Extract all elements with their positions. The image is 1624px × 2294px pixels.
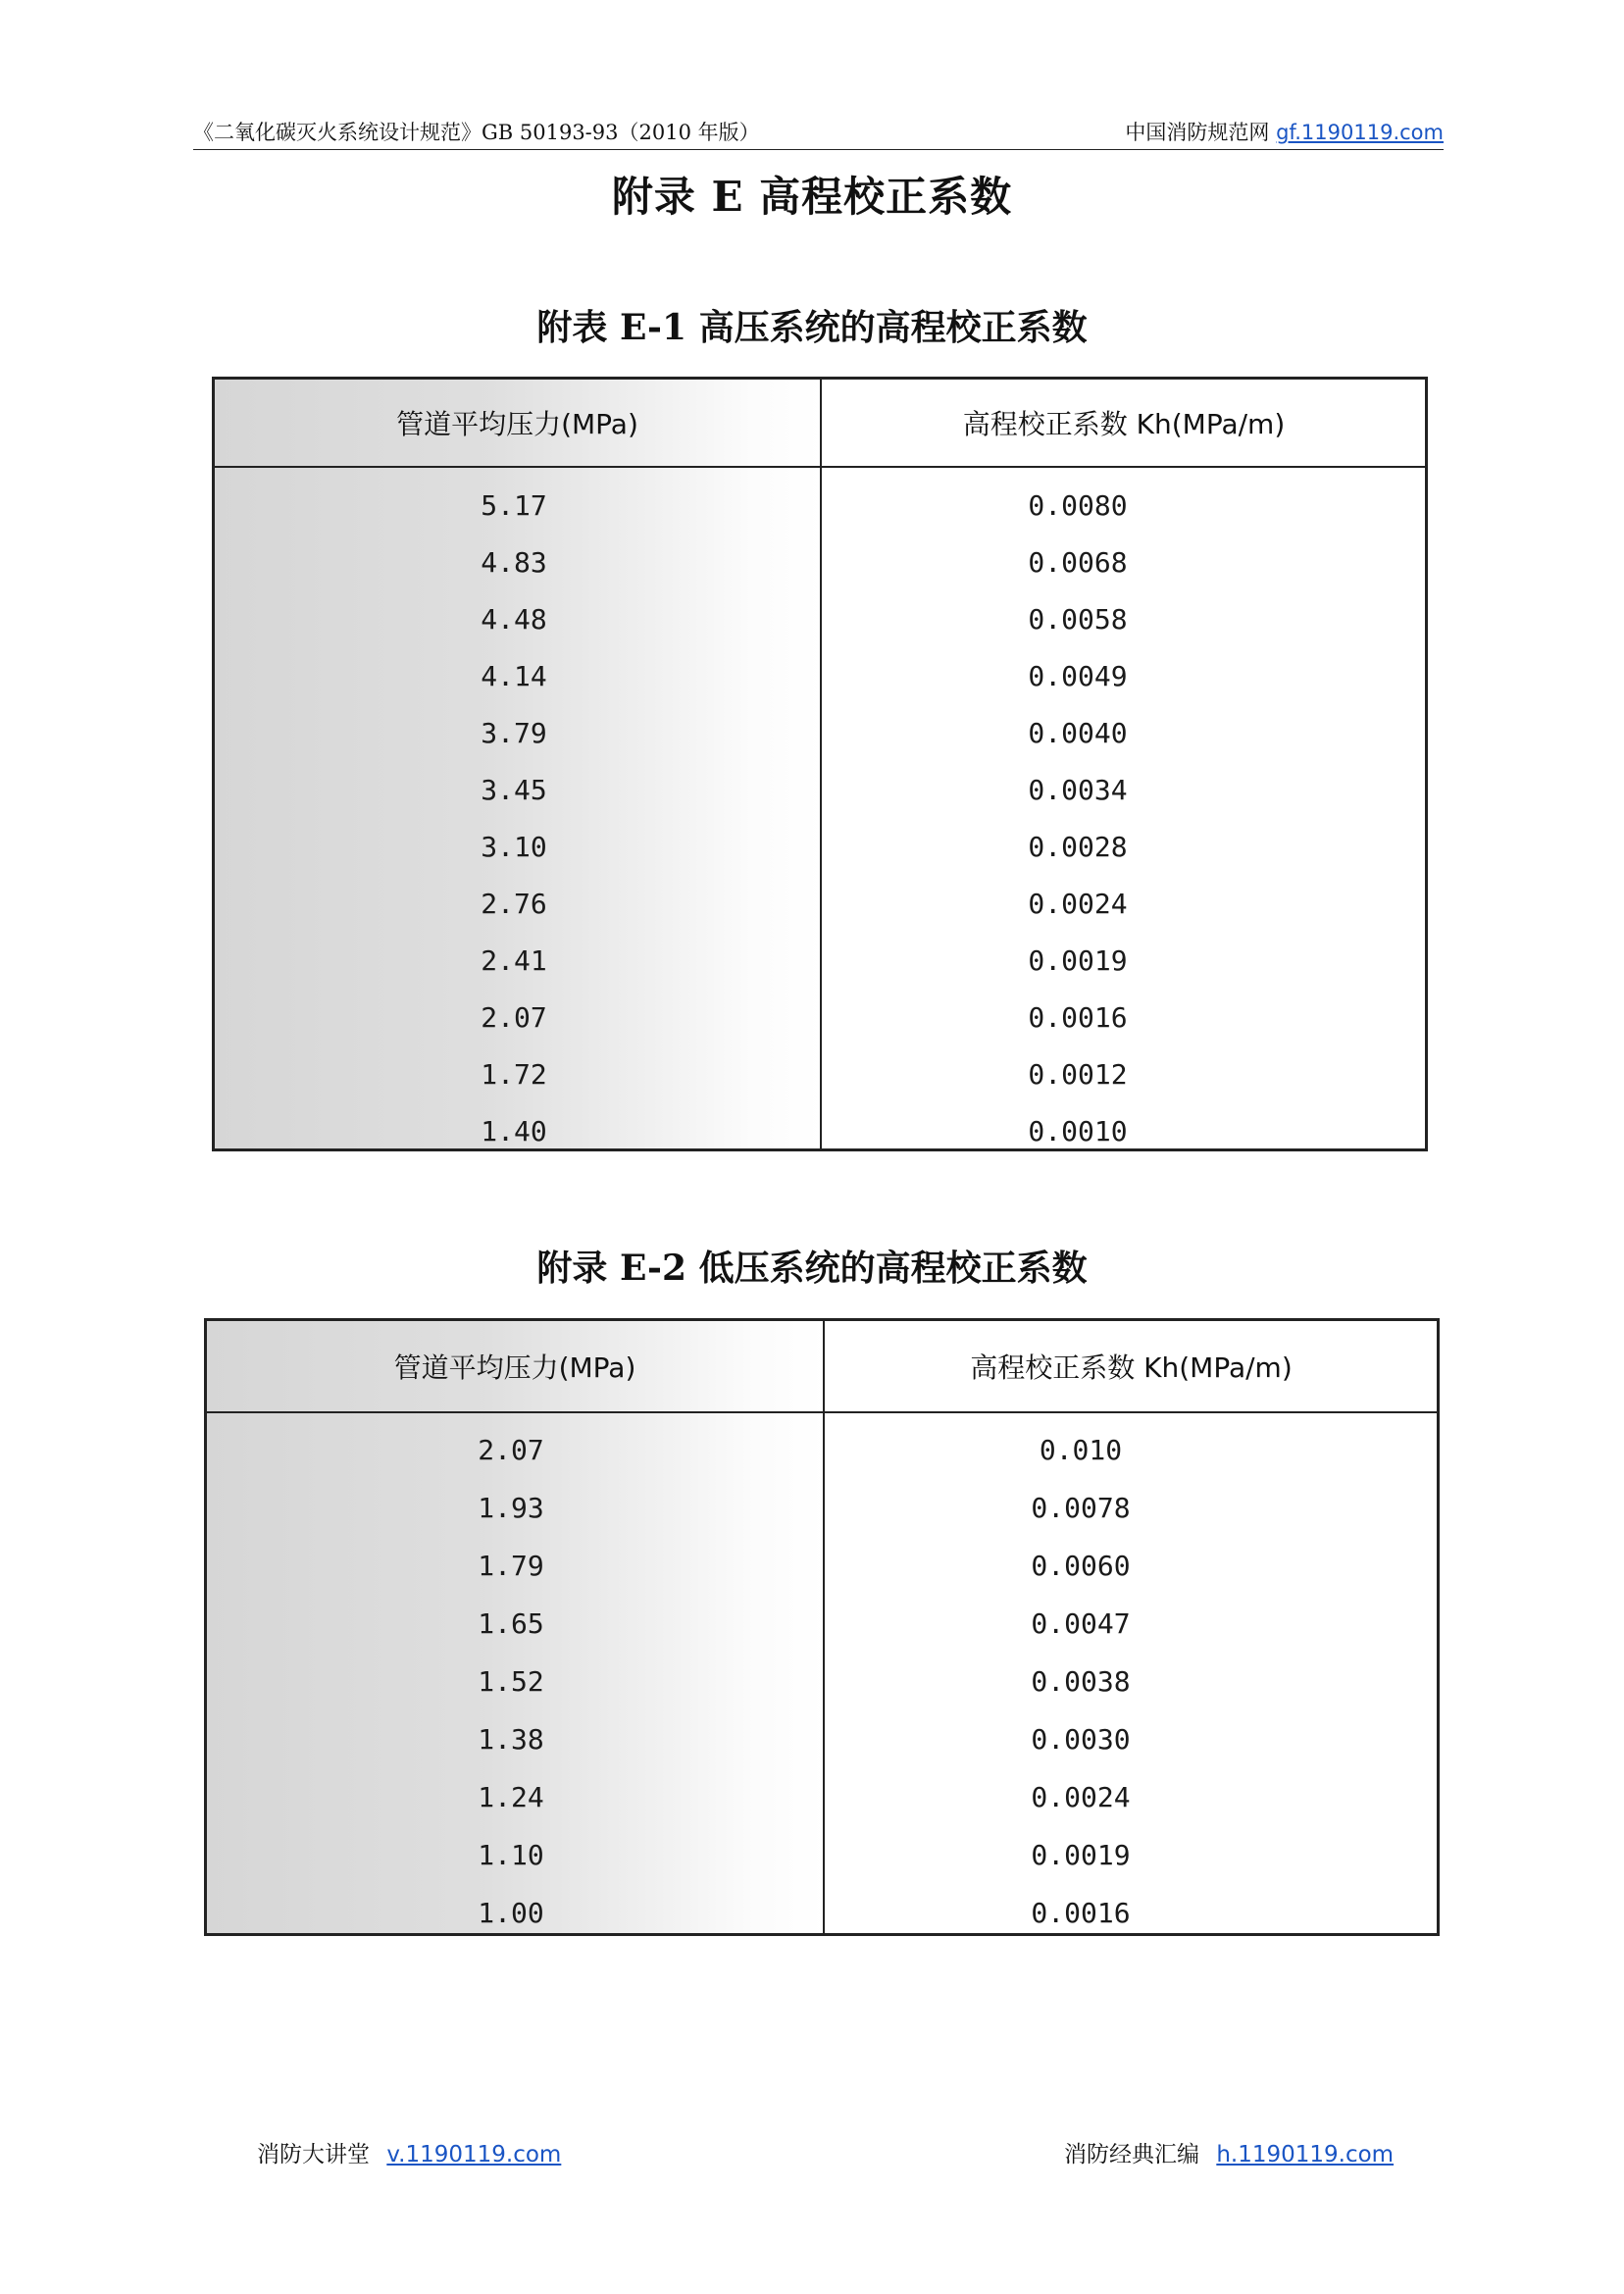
coefficient-cell: 0.0024: [1031, 1781, 1131, 1813]
coefficient-cell: 0.010: [1039, 1434, 1123, 1466]
coefficient-cell: 0.0016: [1031, 1897, 1131, 1929]
pressure-cell: 4.14: [481, 659, 547, 692]
footer-left-text: 消防大讲堂: [257, 2142, 370, 2167]
coefficient-cell: 0.0068: [1028, 545, 1128, 579]
table2: [204, 1318, 1440, 1936]
header-site-link[interactable]: gf.1190119.com: [1276, 121, 1444, 144]
table-row: [215, 590, 1425, 647]
table-row: [215, 477, 1425, 534]
table-row: [215, 704, 1425, 761]
table-row: [215, 932, 1425, 989]
pressure-cell: 1.24: [478, 1781, 544, 1813]
header-site: [1125, 116, 1444, 149]
coefficient-cell: 0.0016: [1028, 1000, 1128, 1034]
coefficient-cell: 0.0019: [1028, 943, 1128, 977]
footer-right-link[interactable]: h.1190119.com: [1216, 2142, 1395, 2167]
pressure-cell: 1.52: [478, 1665, 544, 1698]
coefficient-cell: 0.0047: [1031, 1607, 1131, 1640]
table-row: [207, 1826, 1437, 1884]
header-site-name: 中国消防规范网: [1125, 121, 1270, 144]
coefficient-cell: 0.0058: [1028, 602, 1128, 636]
pressure-cell: 3.45: [481, 773, 547, 806]
table2-header-pressure: 管道平均压力(MPa): [393, 1351, 636, 1384]
table1-header-pressure: 管道平均压力(MPa): [396, 408, 638, 440]
coefficient-cell: 0.0012: [1028, 1057, 1128, 1091]
table-row: [215, 534, 1425, 590]
coefficient-cell: 0.0049: [1028, 659, 1128, 692]
table-row: [207, 1884, 1437, 1942]
table-row: [207, 1537, 1437, 1595]
table2-title: 附录 E-2 低压系统的高程校正系数: [536, 1248, 1088, 1289]
coefficient-cell: 0.0060: [1031, 1550, 1131, 1582]
footer-right-text: 消防经典汇编: [1064, 2142, 1199, 2167]
coefficient-cell: 0.0080: [1028, 488, 1128, 522]
pressure-cell: 2.76: [481, 887, 547, 920]
table1-title: 附表 E-1 高压系统的高程校正系数: [536, 307, 1088, 348]
table-row: [207, 1768, 1437, 1826]
footer-right: [1064, 2138, 1394, 2171]
table-row: [207, 1710, 1437, 1768]
table-row: [215, 818, 1425, 875]
table-row: [215, 1102, 1425, 1159]
pressure-cell: 1.00: [478, 1897, 544, 1929]
table-row: [215, 647, 1425, 704]
table2-header-coefficient: 高程校正系数 Kh(MPa/m): [970, 1351, 1293, 1384]
header-document-title: 《二氧化碳灭火系统设计规范》GB 50193-93（2010 年版）: [193, 121, 760, 144]
coefficient-cell: 0.0019: [1031, 1839, 1131, 1871]
pressure-cell: 4.48: [481, 602, 547, 636]
table-row: [215, 875, 1425, 932]
coefficient-cell: 0.0030: [1031, 1723, 1131, 1756]
table-row: [215, 1045, 1425, 1102]
pressure-cell: 2.07: [481, 1000, 547, 1034]
pressure-cell: 1.72: [481, 1057, 547, 1091]
table2-header-divider: [207, 1411, 1437, 1413]
table-row: [207, 1421, 1437, 1479]
table1-header-coefficient: 高程校正系数 Kh(MPa/m): [962, 408, 1286, 440]
coefficient-cell: 0.0038: [1031, 1665, 1131, 1698]
coefficient-cell: 0.0028: [1028, 830, 1128, 863]
table-row: [215, 761, 1425, 818]
pressure-cell: 1.79: [478, 1550, 544, 1582]
page-header: [193, 116, 1444, 150]
pressure-cell: 1.38: [478, 1723, 544, 1756]
pressure-cell: 2.07: [478, 1434, 544, 1466]
table-row: [207, 1595, 1437, 1653]
coefficient-cell: 0.0078: [1031, 1492, 1131, 1524]
coefficient-cell: 0.0024: [1028, 887, 1128, 920]
table-row: [207, 1479, 1437, 1537]
table-row: [207, 1653, 1437, 1710]
pressure-cell: 3.10: [481, 830, 547, 863]
pressure-cell: 1.65: [478, 1607, 544, 1640]
footer-left-link[interactable]: v.1190119.com: [386, 2142, 562, 2167]
table1: [212, 377, 1428, 1151]
coefficient-cell: 0.0010: [1028, 1114, 1128, 1147]
pressure-cell: 4.83: [481, 545, 547, 579]
footer-left: [257, 2138, 561, 2171]
coefficient-cell: 0.0040: [1028, 716, 1128, 749]
pressure-cell: 1.10: [478, 1839, 544, 1871]
pressure-cell: 1.40: [481, 1114, 547, 1147]
pressure-cell: 2.41: [481, 943, 547, 977]
pressure-cell: 3.79: [481, 716, 547, 749]
table1-header-divider: [215, 466, 1425, 468]
table-row: [215, 989, 1425, 1045]
pressure-cell: 5.17: [481, 488, 547, 522]
page-title: 附录 E 高程校正系数: [611, 173, 1013, 221]
coefficient-cell: 0.0034: [1028, 773, 1128, 806]
pressure-cell: 1.93: [478, 1492, 544, 1524]
